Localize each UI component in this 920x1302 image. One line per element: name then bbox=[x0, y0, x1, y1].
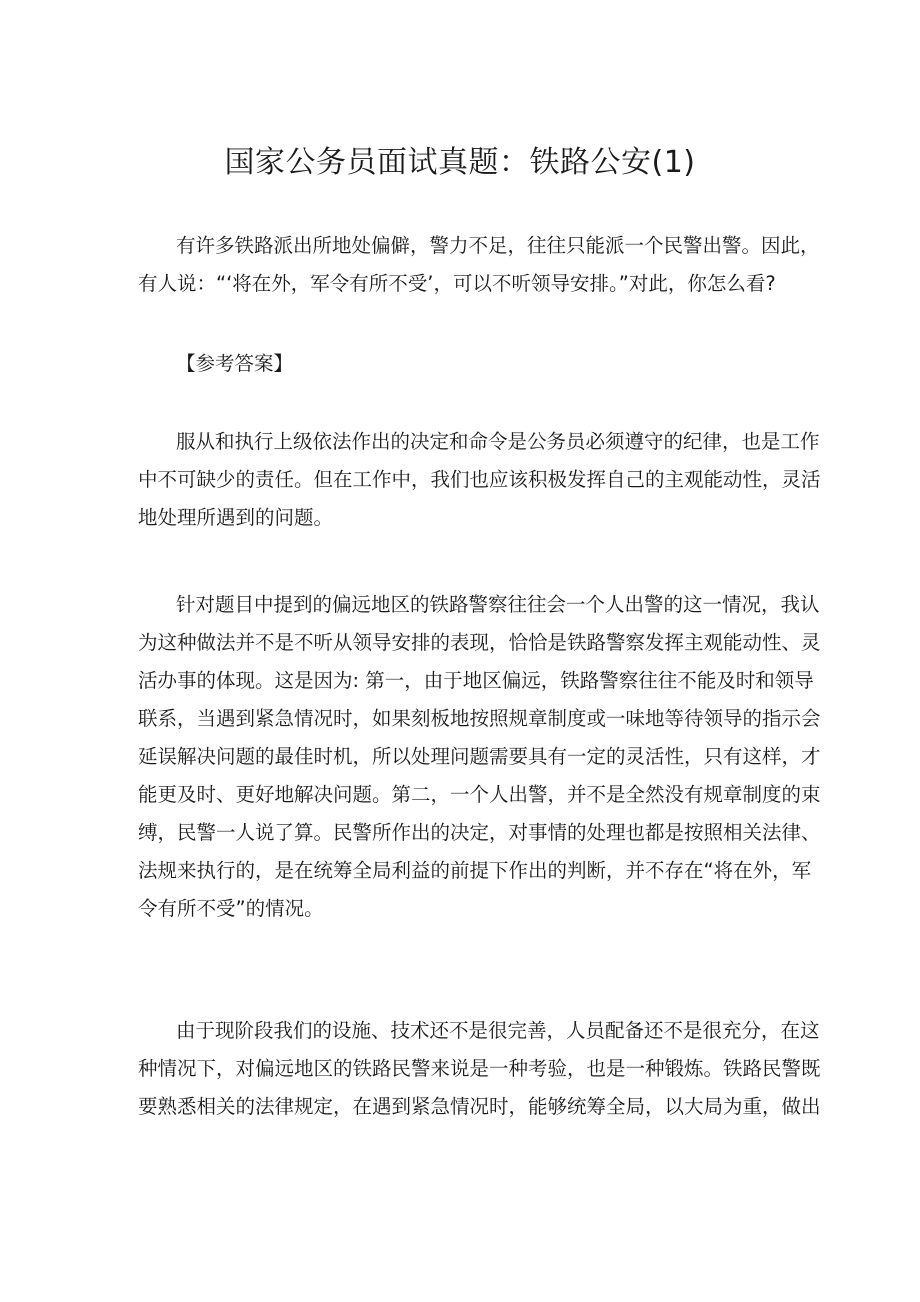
paragraph-line: 要熟悉相关的法律规定，在遇到紧急情况时，能够统筹全局，以大局为重，做出 bbox=[138, 1095, 821, 1118]
paragraph-line: 能更及时、更好地解决问题。第二，一个人出警，并不是全然没有规章制度的束 bbox=[138, 783, 821, 806]
paragraph-line: 延误解决问题的最佳时机，所以处理问题需要具有一定的灵活性，只有这样，才 bbox=[138, 745, 821, 768]
paragraph-line: 由于现阶段我们的设施、技术还不是很完善，人员配备还不是很充分，在这 bbox=[176, 1019, 820, 1042]
paragraph-line: 中不可缺少的责任。但在工作中，我们也应该积极发挥自己的主观能动性，灵活 bbox=[138, 468, 821, 491]
question-line: 有许多铁路派出所地处偏僻，警力不足，往往只能派一个民警出警。因此， bbox=[176, 234, 820, 257]
paragraph-line: 活办事的体现。这是因为: 第一，由于地区偏远，铁路警察往往不能及时和领导 bbox=[138, 669, 814, 692]
paragraph-line: 联系，当遇到紧急情况时，如果刻板地按照规章制度或一味地等待领导的指示会 bbox=[138, 707, 821, 730]
paragraph-line: 令有所不受”的情况。 bbox=[138, 897, 324, 920]
answer-paragraph-3 bbox=[138, 1012, 821, 1126]
paragraph-line: 服从和执行上级依法作出的决定和命令是公务员必须遵守的纪律，也是工作 bbox=[176, 430, 820, 453]
question-line: 有人说：“‘将在外，军令有所不受’，可以不听领导安排。”对此，你怎么看? bbox=[138, 272, 776, 295]
page-title: 国家公务员面试真题：铁路公安(1) bbox=[224, 145, 696, 180]
answer-heading: 【参考答案】 bbox=[176, 352, 294, 375]
paragraph-line: 缚，民警一人说了算。民警所作出的决定，对事情的处理也都是按照相关法律、 bbox=[138, 821, 821, 844]
question-paragraph bbox=[138, 227, 820, 303]
answer-paragraph-2 bbox=[138, 586, 821, 928]
paragraph-line: 针对题目中提到的偏远地区的铁路警察往往会一个人出警的这一情况，我认 bbox=[176, 593, 820, 616]
answer-paragraph-1 bbox=[138, 423, 821, 537]
paragraph-line: 为这种做法并不是不听从领导安排的表现，恰恰是铁路警察发挥主观能动性、灵 bbox=[138, 631, 821, 654]
paragraph-line: 地处理所遇到的问题。 bbox=[138, 506, 334, 529]
paragraph-line: 法规来执行的，是在统筹全局利益的前提下作出的判断，并不存在“将在外，军 bbox=[138, 859, 812, 882]
paragraph-line: 种情况下，对偏远地区的铁路民警来说是一种考验，也是一种锻炼。铁路民警既 bbox=[138, 1057, 821, 1080]
